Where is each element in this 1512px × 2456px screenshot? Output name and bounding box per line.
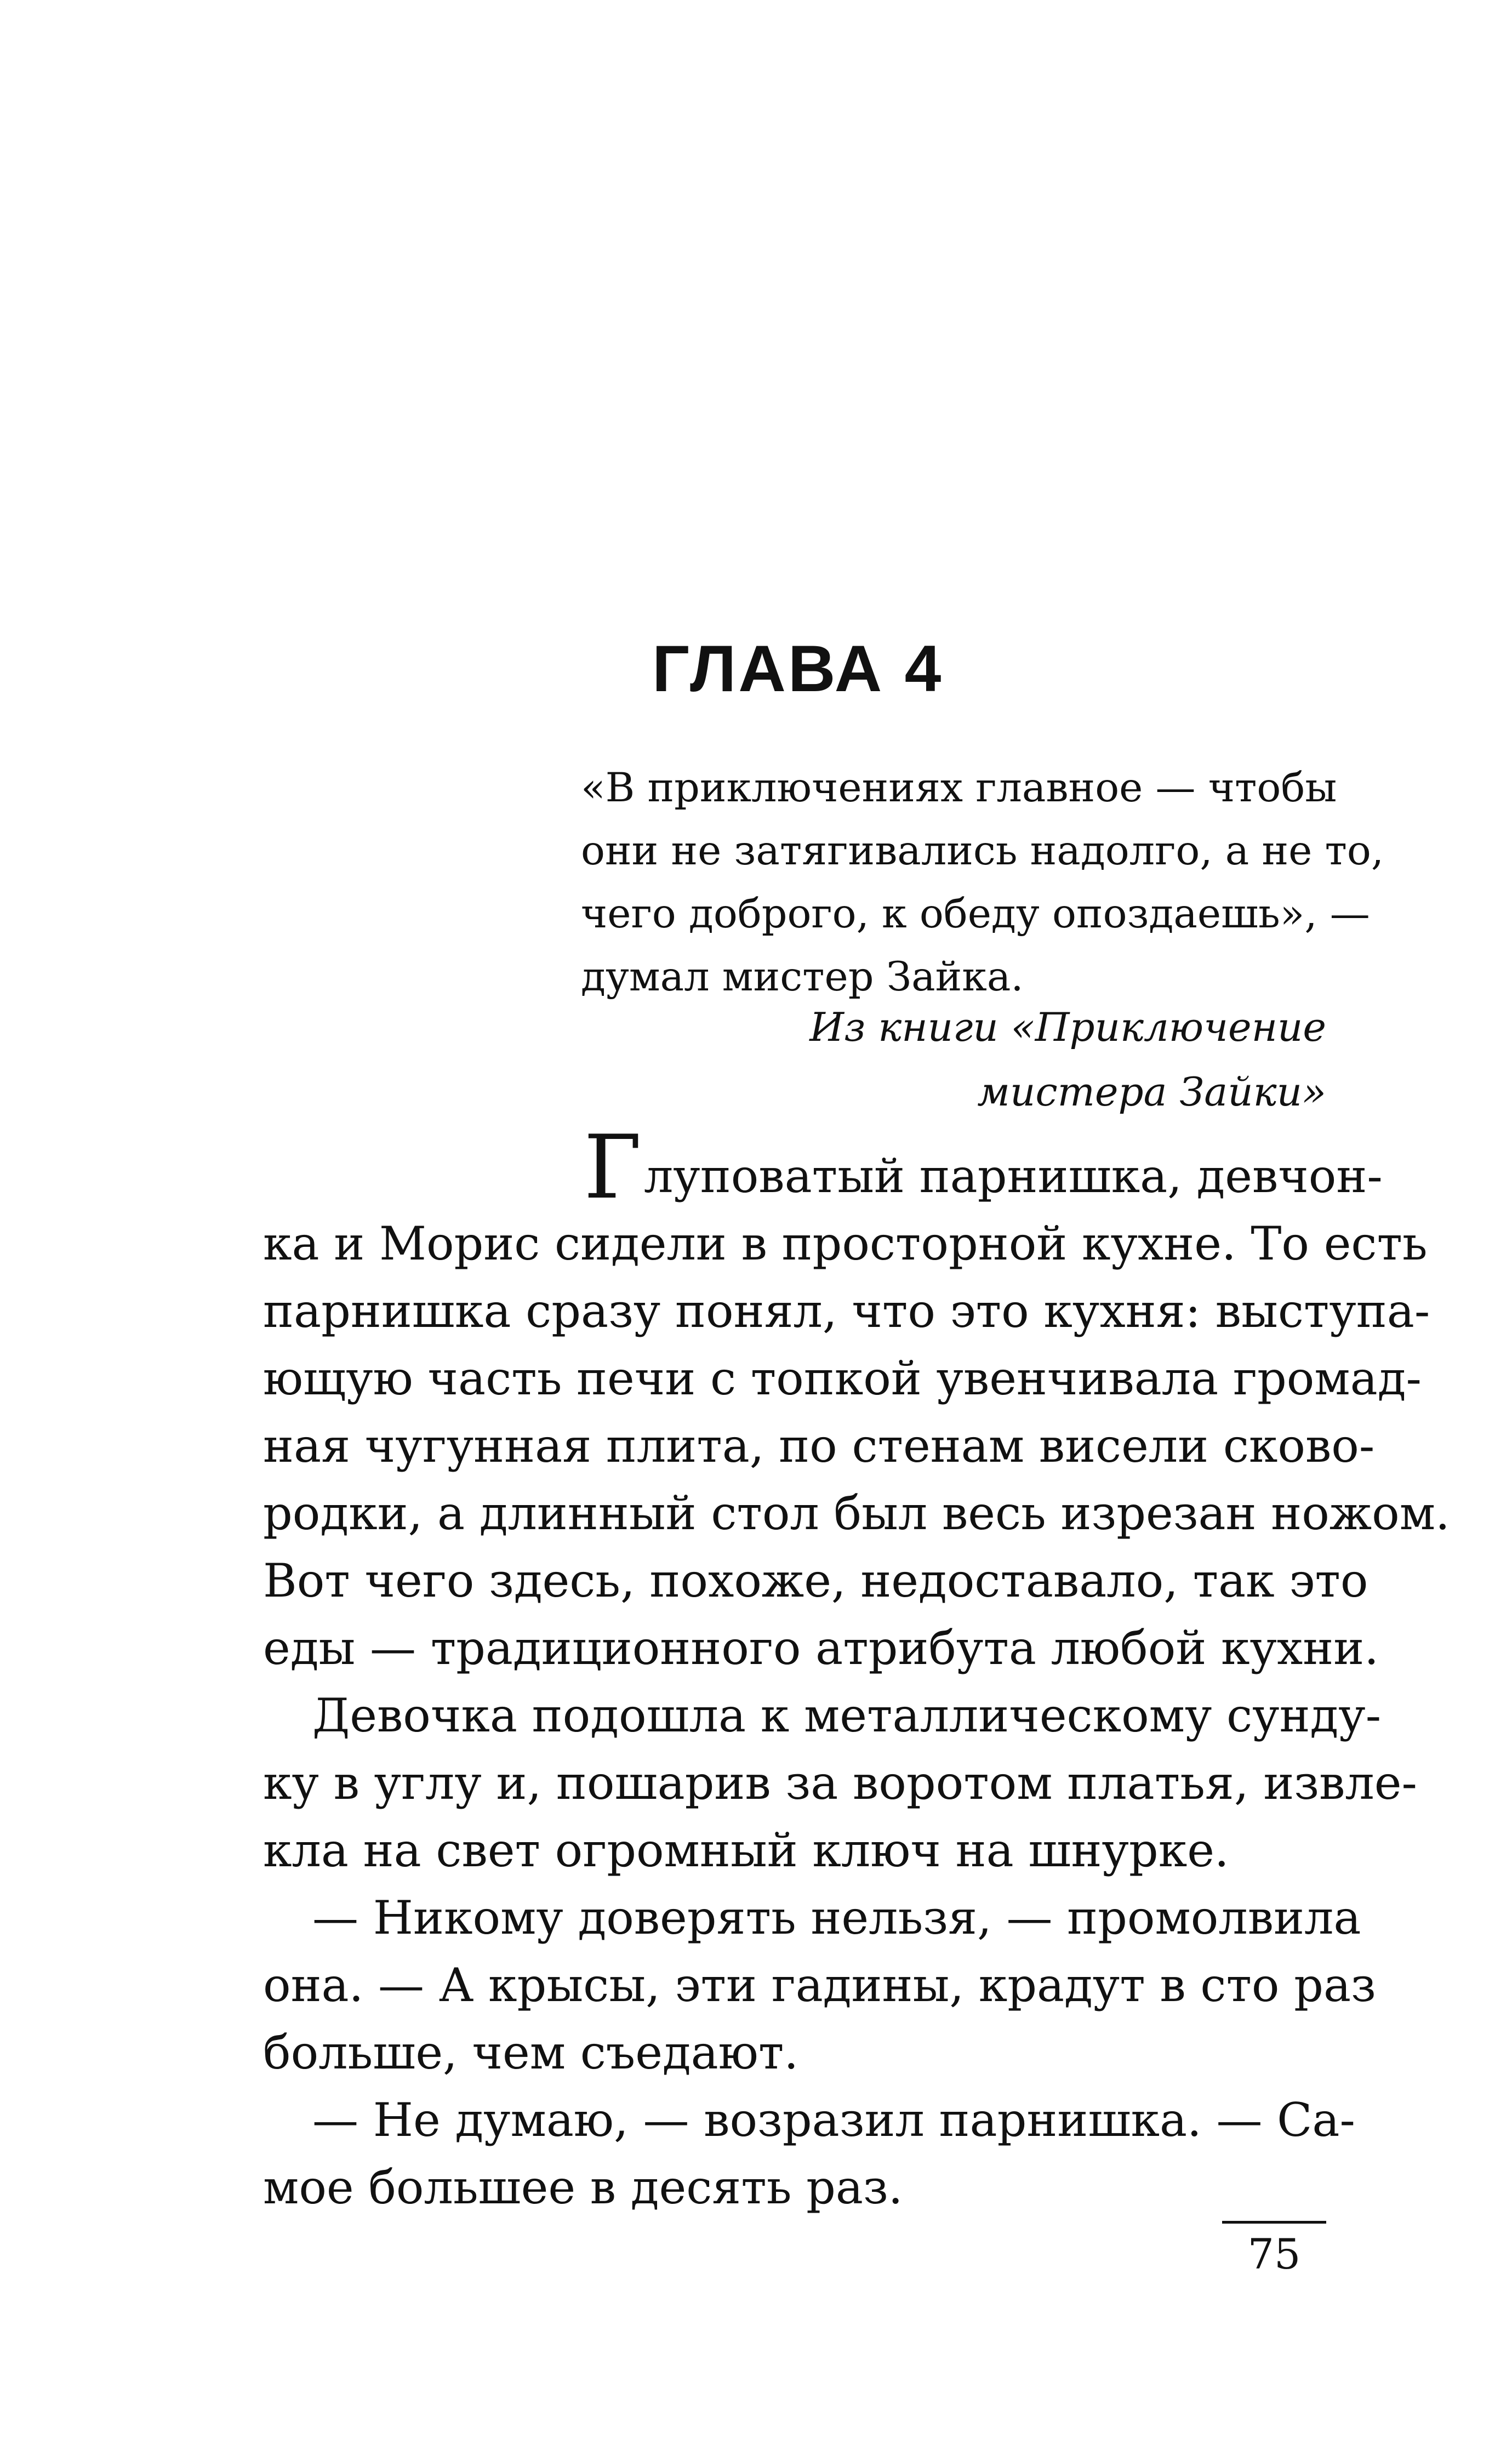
body-line: ка и Морис сидели в просторной кухне. То есть [263,1217,1428,1270]
drop-cap: Г [584,1116,642,1218]
body-line: больше, чем съедают. [263,2026,799,2079]
body-first-line [263,1116,1383,1218]
body-line: ку в углу и, пошарив за воротом платья, извле- [263,1756,1417,1810]
body-line: еды — традиционного атрибута любой кухни. [263,1621,1379,1675]
body-line: она. — А крысы, эти гадины, крадут в сто раз [263,1958,1376,2012]
chapter-body [263,1116,1450,2221]
epigraph-line: «В приключениях главное — чтобы [581,765,1337,811]
body-line: — Не думаю, — возразил парнишка. — Са- [312,2093,1355,2147]
body-line: ющую часть печи с топкой увенчивала громад- [263,1352,1422,1405]
epigraph [581,756,1384,1008]
body-line: Девочка подошла к металлическому сунду- [312,1689,1382,1742]
body-line: Вот чего здесь, похоже, недоставало, так это [263,1554,1368,1608]
epigraph-source-line: Из книги «Приключение [809,1004,1326,1050]
page-number: 75 [1247,2230,1301,2278]
epigraph-source-line: мистера Зайки» [977,1069,1326,1115]
body-line: луповатый парнишка, девчон- [643,1149,1383,1203]
epigraph-line: чего доброго, к обеду опоздаешь», — [581,891,1370,937]
epigraph-source [581,995,1326,1124]
epigraph-line: думал мистер Зайка. [581,954,1024,1000]
body-line: — Никому доверять нельзя, — промолвила [312,1891,1361,1945]
epigraph-line: они не затягивались надолго, а не то, [581,828,1384,874]
body-line: кла на свет огромный ключ на шнурке. [263,1824,1229,1877]
footer-rule [1222,2221,1326,2224]
body-line: парнишка сразу понял, что это кухня: выступа- [263,1284,1430,1338]
chapter-title: ГЛАВА 4 [652,632,944,705]
body-line: родки, а длинный стол был весь изрезан ножом. [263,1486,1450,1540]
body-line: мое большее в десять раз. [263,2161,903,2214]
body-line: ная чугунная плита, по стенам висели сково- [263,1419,1375,1473]
